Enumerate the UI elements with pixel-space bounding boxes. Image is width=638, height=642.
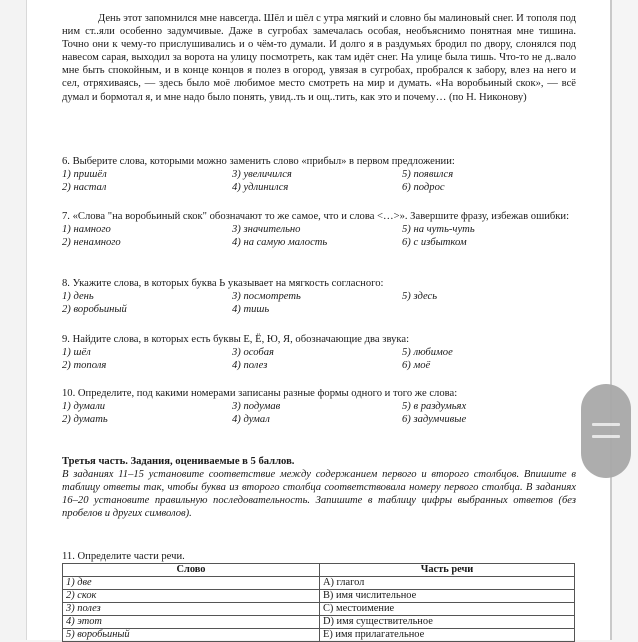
word-cell: 5) воробьиный [63, 629, 320, 642]
word-cell: 2) скок [63, 590, 320, 603]
option: 3) увеличился [232, 169, 292, 181]
part-3-section [62, 455, 576, 520]
option: 1) намного [62, 224, 111, 236]
column-header-part-of-speech: Часть речи [320, 564, 575, 577]
part-of-speech-cell: B) имя числительное [320, 590, 575, 603]
table-row [63, 603, 575, 616]
option: 5) в раздумьях [402, 401, 467, 413]
option: 3) особая [232, 347, 274, 359]
option: 6) задумчивые [402, 414, 467, 426]
table-row [63, 590, 575, 603]
question-10 [62, 387, 576, 426]
table-header-row [63, 564, 575, 577]
question-7-options [62, 223, 576, 249]
option: 2) тополя [62, 360, 107, 372]
question-10-options [62, 400, 576, 426]
right-margin [610, 0, 638, 640]
part-3-title: Третья часть. Задания, оцениваемые в 5 баллов. [62, 456, 295, 467]
reading-passage: День этот запомнился мне навсегда. Шёл и шёл с утра мягкий и словно бы малиновый снег. И тополя под ним ст..яли особенно задумчивые. Даже в сугробах замечалась особая, необъяснимо понятная мне тишина. Точно они к чему-то прислушивались и о чём-то думали. И долго я в раздумьях бродил по двору, слонялся под навесом сарая, выходил за ворота на улицу посмотреть, как там идёт снег. На улице была тишь. Что-то не д..вало мне быть спокойным, и в конце концов я полез в огород, увязая в сугробах, пробрался к забору, влез на него и сел, отряхиваясь, — здесь было моё любимое место смотреть на мир и думать. «На воробьиный скок», — всё думал и бормотал я, и мне надо было понять, увид..ть и ощ..тить, как это и почему… (по Н. Никонову) [62, 13, 576, 103]
document-page [27, 0, 610, 640]
question-11-title: 11. Определите части речи. [62, 551, 185, 562]
option: 3) значительно [232, 224, 301, 236]
document-content [62, 12, 576, 641]
question-9 [62, 333, 576, 372]
word-cell: 1) две [63, 577, 320, 590]
question-9-options [62, 346, 576, 372]
table-row [63, 616, 575, 629]
option: 1) думали [62, 401, 106, 413]
question-8-title: 8. Укажите слова, в которых буква Ь указывает на мягкость согласного: [62, 278, 384, 289]
part-of-speech-cell: C) местоимение [320, 603, 575, 616]
question-6-title: 6. Выберите слова, которыми можно заменить слово «прибыл» в первом предложении: [62, 156, 455, 167]
option: 1) шёл [62, 347, 91, 359]
question-7 [62, 210, 576, 249]
word-cell: 3) полез [63, 603, 320, 616]
option: 5) любимое [402, 347, 453, 359]
question-10-title: 10. Определите, под какими номерами записаны разные формы одного и того же слова: [62, 388, 458, 399]
table-row [63, 577, 575, 590]
option: 4) думал [232, 414, 270, 426]
option: 6) с избытком [402, 237, 467, 249]
left-margin [0, 0, 27, 640]
option [402, 303, 576, 316]
drag-handle-icon [592, 435, 620, 438]
option: 2) ненамного [62, 237, 121, 249]
scroll-handle[interactable] [581, 384, 631, 478]
question-6 [62, 155, 576, 194]
column-header-word: Слово [63, 564, 320, 577]
option: 3) подумав [232, 401, 281, 413]
option: 5) появился [402, 169, 454, 181]
option: 6) моё [402, 360, 431, 372]
option: 2) думать [62, 414, 108, 426]
option: 1) пришёл [62, 169, 107, 181]
option: 4) на самую малость [232, 237, 328, 249]
question-8-options [62, 290, 576, 316]
option: 3) посмотреть [232, 291, 301, 303]
question-11 [62, 550, 576, 642]
option: 4) тишь [232, 304, 270, 316]
parts-of-speech-table [62, 563, 575, 642]
option: 5) на чуть-чуть [402, 224, 475, 236]
part-of-speech-cell: D) имя существительное [320, 616, 575, 629]
option: 5) здесь [402, 291, 438, 303]
question-6-options [62, 168, 576, 194]
option: 2) воробьиный [62, 304, 127, 316]
option: 1) день [62, 291, 94, 303]
option: 6) подрос [402, 182, 445, 194]
part-of-speech-cell: A) глагол [320, 577, 575, 590]
option: 2) настал [62, 182, 107, 194]
question-8 [62, 277, 576, 316]
part-3-instructions: В заданиях 11–15 установите соответствие между содержанием первого и второго столбцов. Впишите в таблицу ответы так, чтобы буква из второго столбца соответствовала номеру первого столбца. В заданиях 16–20 установите правильную последовательность. Запишите в таблицу цифры выбранных ответов (без пробелов и других символов). [62, 469, 576, 520]
part-of-speech-cell: E) имя прилагательное [320, 629, 575, 642]
question-9-title: 9. Найдите слова, в которых есть буквы Е, Ё, Ю, Я, обозначающие два звука: [62, 334, 410, 345]
option: 4) удлинился [232, 182, 289, 194]
drag-handle-icon [592, 423, 620, 426]
question-7-title: 7. «Слова "на воробьиный скок" обозначают то же самое, что и слова <…>». Завершите фразу, избежав ошибки: [62, 211, 570, 222]
word-cell: 4) этот [63, 616, 320, 629]
option: 4) полез [232, 360, 268, 372]
